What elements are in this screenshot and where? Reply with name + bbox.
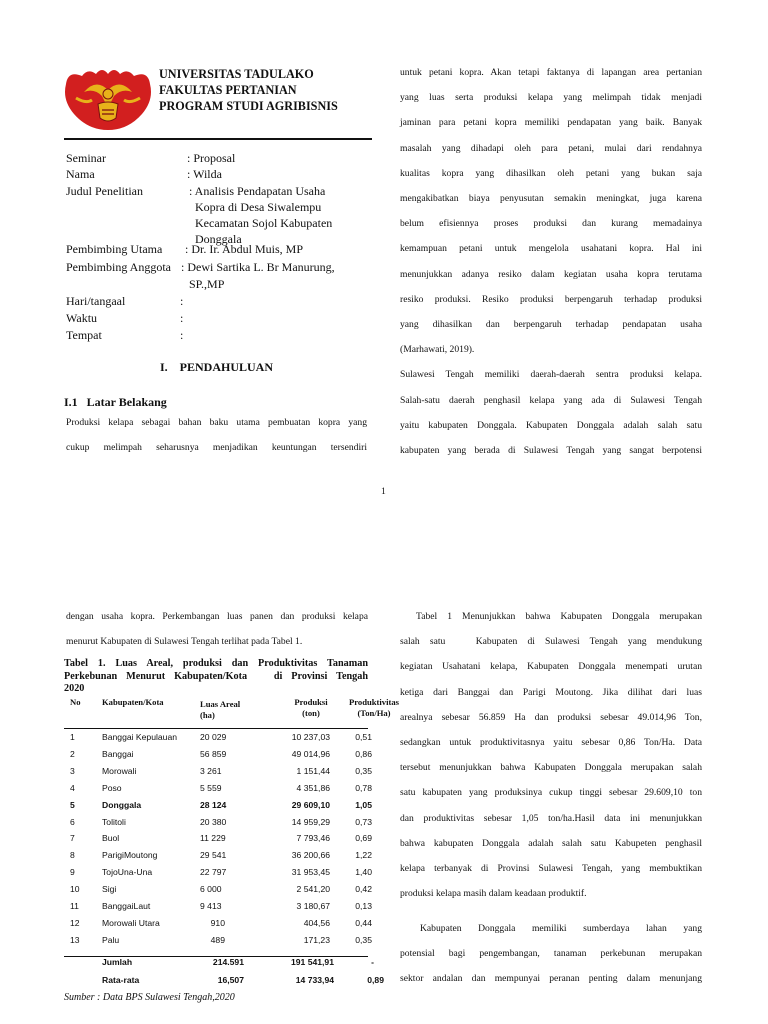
subsection-title: I.1 Latar Belakang	[64, 395, 167, 409]
cell-produktivitas: 0,44	[355, 917, 372, 928]
cell-luas: 20 029	[200, 732, 227, 742]
cell-kabupaten: Palu	[102, 934, 120, 945]
cell-produktivitas: 0,51	[355, 732, 372, 742]
cell-produktivitas: 1,05	[355, 799, 372, 810]
cell-kabupaten: Banggai	[102, 748, 134, 759]
cell-kabupaten: Morowali	[102, 765, 137, 776]
cell-produksi: 49 014,96	[291, 748, 330, 759]
cell-kabupaten: ParigiMoutong	[102, 850, 158, 861]
university-logo	[62, 66, 154, 132]
jumlah-prod: 191 541,91	[290, 957, 334, 967]
cell-kabupaten: Buol	[102, 833, 120, 844]
cell-no: 4	[70, 782, 75, 793]
letterhead	[159, 66, 338, 114]
jumlah-produktivitas: -	[371, 957, 374, 967]
cell-produksi: 2 541,20	[296, 884, 330, 895]
cell-luas: 56 859	[200, 748, 227, 759]
cell-kabupaten: Donggala	[102, 799, 142, 810]
cell-no: 11	[70, 901, 79, 911]
cell-produktivitas: 0,73	[355, 816, 372, 827]
rata-produktivitas: 0,89	[367, 975, 384, 985]
cell-luas: 22 797	[200, 867, 227, 878]
cell-produktivitas: 1,22	[355, 850, 372, 861]
cell-no: 8	[70, 850, 75, 861]
section-title: I. PENDAHULUAN	[160, 360, 274, 374]
cell-produksi: 36 200,66	[291, 850, 330, 861]
cell-luas: 9 413	[200, 901, 222, 911]
cell-luas: 489	[210, 934, 225, 945]
cell-produksi: 1 151,44	[296, 765, 330, 776]
cell-kabupaten: BanggaiLaut	[102, 901, 151, 911]
col-header-luas: Luas Areal (ha)	[200, 699, 241, 720]
page2-right-text: Tabel 1 Menunjukkan bahwa Kabupaten Donggala merupakan salah satu Kabupaten di Sulawesi Tengah yang mendukung kegiatan Usahatani kelapa, Kabupaten Donggala menempati urutan ketiga dari Banggai dan Parigi Moutong. Jika dilihat dari luas arealnya sebesar 56.859 Ha dan produksi sebesar 49.014,96 Ton, sedangkan untuk produktivitasnya yaitu sebesar 0,86 Ton/Ha. Data tersebut menunjukkan bahwa Kabupaten Donggala merupakan salah satu kabupaten yang produksinya cukup tinggi sebesar 29.609,10 ton dan produktivitas sebesar 1,05 ton/ha.Hasil data ini menunjukkan bahwa kabupaten Donggala adalah salah satu Kabupeten penghasil kelapa terbanyak di Provinsi Sulawesi Tengah, yang membuktikan produksi kelapa masih dalam keadaan produktif.	[400, 611, 702, 900]
cell-kabupaten: Banggai Kepulauan	[102, 732, 178, 742]
cell-kabupaten: Poso	[102, 782, 122, 793]
cell-produksi: 4 351,86	[296, 782, 330, 793]
col-header-kab: Kabupaten/Kota	[102, 697, 164, 707]
cell-produktivitas: 0,35	[355, 934, 372, 945]
col-header-no: No	[70, 697, 81, 707]
cell-no: 12	[70, 917, 80, 928]
cell-produktivitas: 0,86	[355, 748, 372, 759]
page1-right-text: untuk petani kopra. Akan tetapi faktanya di lapangan area pertanian yang luas serta produksi kelapa yang melimpah tidak menjadi jaminan para petani kopra memiliki pendapatan yang baik. Banyak masalah yang dihadapi oleh para petani, mulai dari rendahnya kualitas kopra yang dihasilkan oleh petani yang bukan saja mengakibatkan biaya penyusutan semakin meningkat, juga karena belum efisiennya proses produksi dan kurang memadainya kemampuan petani untuk mengelola usahatani kopra. Hal ini menunjukkan adanya resiko dalam kegiatan usaha kopra terutama resiko produksi. Resiko produksi berpengaruh terhadap produksi yang dihasilkan dan berpengaruh terhadap pendapatan usaha (Marhawati, 2019). Sulawesi Tengah memiliki daerah-daerah sentra produksi kelapa. Salah-satu daerah penghasil kelapa yang ada di Sulawesi Tengah yaitu kabupaten Donggala. Kabupaten Donggala adalah salah satu kabupaten yang berada di Sulawesi Tengah yang sangat berpotensi	[400, 67, 702, 457]
cell-no: 2	[70, 748, 75, 759]
cell-produktivitas: 0,69	[355, 833, 372, 844]
cell-luas: 11 229	[200, 833, 226, 844]
jumlah-label: Jumlah	[102, 957, 133, 967]
jumlah-luas: 214.591	[212, 957, 244, 967]
cell-produksi: 29 609,10	[291, 799, 330, 810]
cell-no: 7	[70, 833, 75, 844]
page1-left-text: Produksi kelapa sebagai bahan baku utama pembuatan kopra yang cukup melimpah seharusnya menjadikan keuntungan tersendiri	[66, 417, 367, 454]
rata-prod: 14 733,94	[295, 975, 334, 985]
cell-no: 9	[70, 867, 75, 878]
cell-no: 5	[70, 799, 75, 810]
cell-luas: 6 000	[200, 884, 222, 895]
cell-kabupaten: TojoUna-Una	[102, 867, 153, 878]
rata-label: Rata-rata	[102, 975, 140, 985]
cell-produksi: 31 953,45	[291, 867, 330, 878]
cell-luas: 28 124	[200, 799, 227, 810]
cell-no: 3	[70, 765, 75, 776]
cell-kabupaten: Sigi	[102, 884, 117, 895]
cell-produksi: 7 793,46	[296, 833, 330, 844]
cell-kabupaten: Tolitoli	[102, 816, 126, 827]
col-header-prod: Produksi (ton)	[294, 697, 328, 718]
cell-produktivitas: 0,42	[355, 884, 372, 895]
cell-produktivitas: 0,78	[355, 782, 372, 793]
cell-produksi: 404,56	[303, 917, 330, 928]
header-rule	[64, 138, 372, 140]
cell-luas: 5 559	[200, 782, 222, 793]
cell-no: 6	[70, 816, 75, 827]
cell-produksi: 10 237,03	[291, 732, 330, 742]
cell-produktivitas: 0,35	[355, 765, 372, 776]
cell-produksi: 3 180,67	[296, 901, 330, 911]
cell-luas: 29 541	[200, 850, 227, 861]
table-header-rule	[64, 728, 368, 729]
page2-left-text: dengan usaha kopra. Perkembangan luas panen dan produksi kelapa menurut Kabupaten di Sulawesi Tengah terlihat pada Tabel 1.	[66, 611, 368, 648]
cell-no: 1	[70, 732, 75, 742]
cell-luas: 910	[210, 917, 225, 928]
cell-kabupaten: Morowali Utara	[102, 917, 160, 928]
cell-no: 13	[70, 934, 80, 945]
university-name: UNIVERSITAS TADULAKO	[159, 67, 314, 81]
cell-produktivitas: 0,13	[355, 901, 372, 911]
cell-no: 10	[70, 884, 80, 895]
col-header-produktivitas: Produktivitas (Ton/Ha)	[349, 697, 399, 718]
cell-luas: 20 380	[200, 816, 227, 827]
cell-produksi: 171,23	[303, 934, 330, 945]
table-source: Sumber : Data BPS Sulawesi Tengah,2020	[64, 992, 235, 1003]
table-caption: Tabel 1. Luas Areal, produksi dan Produktivitas Tanaman Perkebunan Menurut Kabupaten/Kota di Provinsi Tengah 2020	[64, 658, 368, 694]
page-number: 1	[381, 486, 386, 497]
cell-produktivitas: 1,40	[355, 867, 372, 878]
program-name: PROGRAM STUDI AGRIBISNIS	[159, 99, 338, 113]
page2-right-text-2: Kabupaten Donggala memiliki sumberdaya lahan yang potensial bagi pengembangan, tanaman perkebunan merupakan sektor andalan dan mempunyai peranan penting dalam menunjang	[400, 923, 702, 985]
cell-luas: 3 261	[200, 765, 222, 776]
cell-produksi: 14 959,29	[291, 816, 330, 827]
rata-luas: 16,507	[217, 975, 244, 985]
faculty-name: FAKULTAS PERTANIAN	[159, 83, 297, 97]
data-table	[64, 694, 399, 992]
